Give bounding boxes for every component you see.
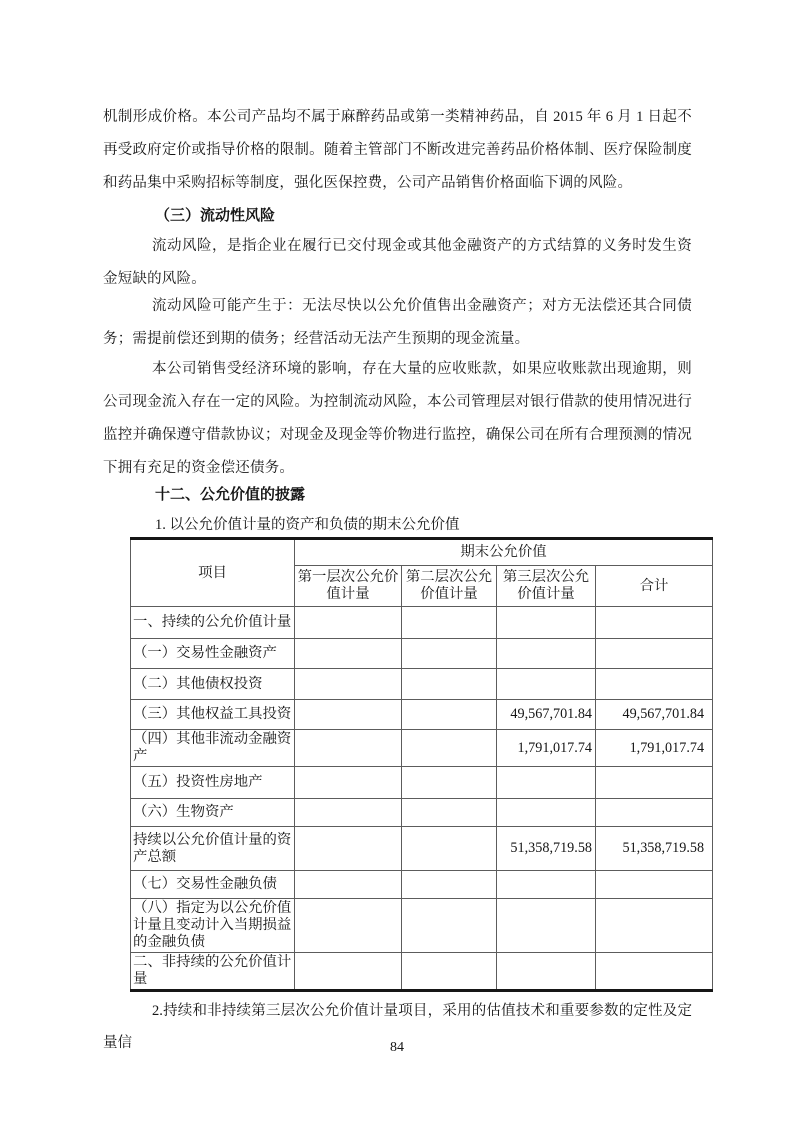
row-label-cell: （一）交易性金融资产 bbox=[131, 639, 295, 669]
value-cell-total: 51,358,719.58 bbox=[596, 827, 713, 871]
value-cell-level3 bbox=[497, 871, 596, 899]
value-cell-level1 bbox=[295, 799, 402, 827]
value-cell-level2 bbox=[402, 767, 497, 799]
value-cell-level1 bbox=[295, 899, 402, 953]
table-row bbox=[131, 607, 713, 639]
header-cell-item: 项目 bbox=[131, 539, 295, 607]
fair-value-table bbox=[130, 537, 713, 992]
value-cell-level2 bbox=[402, 799, 497, 827]
row-label-cell: （八）指定为以公允价值计量且变动计入当期损益的金融负债 bbox=[131, 899, 295, 953]
fair-value-table-header bbox=[131, 539, 713, 607]
table-row bbox=[131, 639, 713, 669]
row-label-cell: （七）交易性金融负债 bbox=[131, 871, 295, 899]
value-cell-total bbox=[596, 899, 713, 953]
value-cell-level1 bbox=[295, 730, 402, 767]
value-cell-level3 bbox=[497, 767, 596, 799]
value-cell-level1 bbox=[295, 639, 402, 669]
paragraph-liquidity-sources: 流动风险可能产生于：无法尽快以公允价值售出金融资产；对方无法偿还其合同债务；需提前偿还到期的债务；经营活动无法产生预期的现金流量。 bbox=[103, 298, 692, 347]
value-cell-level2 bbox=[402, 899, 497, 953]
value-cell-total bbox=[596, 767, 713, 799]
value-cell-total: 49,567,701.84 bbox=[596, 700, 713, 730]
table-row bbox=[131, 700, 713, 730]
paragraph-liquidity-definition: 流动风险，是指企业在履行已交付现金或其他金融资产的方式结算的义务时发生资金短缺的风险。 bbox=[103, 238, 692, 287]
row-label-cell: （四）其他非流动金融资产 bbox=[131, 730, 295, 767]
value-cell-total bbox=[596, 669, 713, 700]
header-cell-period-end-fair-value: 期末公允价值 bbox=[295, 539, 713, 566]
fair-value-table-body bbox=[131, 607, 713, 991]
value-cell-level2 bbox=[402, 669, 497, 700]
header-cell-level3: 第三层次公允价值计量 bbox=[497, 566, 596, 607]
value-cell-total bbox=[596, 799, 713, 827]
row-label-cell: 持续以公允价值计量的资产总额 bbox=[131, 827, 295, 871]
heading-fair-value-disclosure: 十二、公允价值的披露 bbox=[155, 487, 306, 503]
row-label-cell: 二、非持续的公允价值计量 bbox=[131, 953, 295, 991]
value-cell-level1 bbox=[295, 607, 402, 639]
header-cell-level1: 第一层次公允价值计量 bbox=[295, 566, 402, 607]
value-cell-level2 bbox=[402, 871, 497, 899]
value-cell-level3 bbox=[497, 639, 596, 669]
table-row bbox=[131, 767, 713, 799]
value-cell-total: 1,791,017.74 bbox=[596, 730, 713, 767]
table-row bbox=[131, 953, 713, 991]
row-label-cell: （二）其他债权投资 bbox=[131, 669, 295, 700]
header-cell-total: 合计 bbox=[596, 566, 713, 607]
row-label-cell: （五）投资性房地产 bbox=[131, 767, 295, 799]
value-cell-level1 bbox=[295, 767, 402, 799]
value-cell-level3: 51,358,719.58 bbox=[497, 827, 596, 871]
value-cell-level1 bbox=[295, 669, 402, 700]
header-row-group bbox=[131, 539, 713, 566]
sub-item-fair-value-assets: 1. 以公允价值计量的资产和负债的期末公允价值 bbox=[155, 517, 460, 533]
table-row bbox=[131, 799, 713, 827]
value-cell-level2 bbox=[402, 827, 497, 871]
page-number: 84 bbox=[390, 1040, 404, 1055]
paragraph-liquidity-control: 本公司销售受经济环境的影响，存在大量的应收账款，如果应收账款出现逾期，则公司现金流入存在一定的风险。为控制流动风险，本公司管理层对银行借款的使用情况进行监控并确保遵守借款协议；对现金及现金等价物进行监控，确保公司在所有合理预测的情况下拥有充足的资金偿还债务。 bbox=[103, 361, 692, 476]
value-cell-total bbox=[596, 607, 713, 639]
value-cell-level3: 49,567,701.84 bbox=[497, 700, 596, 730]
value-cell-level3 bbox=[497, 799, 596, 827]
value-cell-level2 bbox=[402, 607, 497, 639]
value-cell-level3 bbox=[497, 669, 596, 700]
row-label-cell: 一、持续的公允价值计量 bbox=[131, 607, 295, 639]
value-cell-total bbox=[596, 871, 713, 899]
value-cell-level3: 1,791,017.74 bbox=[497, 730, 596, 767]
value-cell-total bbox=[596, 953, 713, 991]
value-cell-total bbox=[596, 639, 713, 669]
value-cell-level3 bbox=[497, 899, 596, 953]
row-label-cell: （三）其他权益工具投资 bbox=[131, 700, 295, 730]
row-label-cell: （六）生物资产 bbox=[131, 799, 295, 827]
value-cell-level1 bbox=[295, 700, 402, 730]
header-cell-level2: 第二层次公允价值计量 bbox=[402, 566, 497, 607]
heading-liquidity-risk: （三）流动性风险 bbox=[155, 208, 276, 224]
paragraph-price-mechanism: 机制形成价格。本公司产品均不属于麻醉药品或第一类精神药品，自 2015 年 6 月 1 日起不再受政府定价或指导价格的限制。随着主管部门不断改进完善药品价格体制、医疗保险制度和药品集中采购招标等制度，强化医保控费，公司产品销售价格面临下调的风险。 bbox=[103, 109, 692, 191]
value-cell-level3 bbox=[497, 953, 596, 991]
value-cell-level1 bbox=[295, 871, 402, 899]
value-cell-level2 bbox=[402, 730, 497, 767]
value-cell-level3 bbox=[497, 607, 596, 639]
table-row bbox=[131, 827, 713, 871]
value-cell-level1 bbox=[295, 827, 402, 871]
table-row bbox=[131, 669, 713, 700]
value-cell-level1 bbox=[295, 953, 402, 991]
footnote-valuation-techniques: 2.持续和非持续第三层次公允价值计量项目，采用的估值技术和重要参数的定性及定量信 bbox=[103, 1003, 692, 1051]
value-cell-level2 bbox=[402, 953, 497, 991]
value-cell-level2 bbox=[402, 639, 497, 669]
table-row bbox=[131, 871, 713, 899]
table-row bbox=[131, 730, 713, 767]
table-row bbox=[131, 899, 713, 953]
value-cell-level2 bbox=[402, 700, 497, 730]
